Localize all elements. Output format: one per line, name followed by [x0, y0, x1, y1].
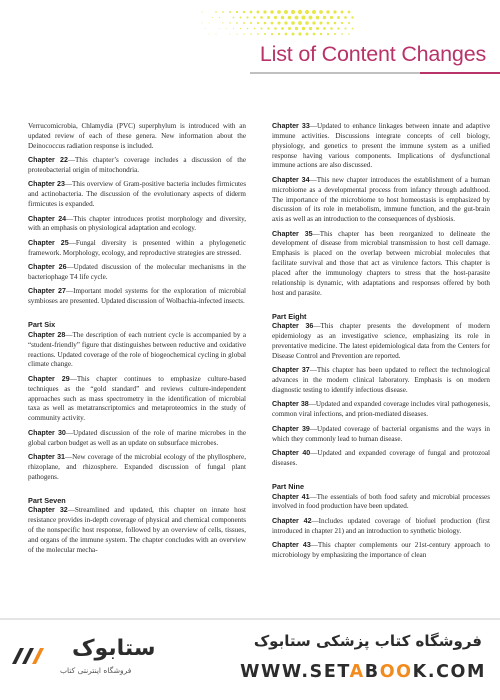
decor-dot: [295, 27, 298, 30]
chapter-description: Updated coverage of bacterial organisms and the ways in which they commonly lead to human disease.: [272, 424, 490, 443]
decor-dot: [264, 33, 266, 35]
chapter-description: Updated discussion of the molecular mechanisms in the bacteriophage T4 life cycle.: [28, 263, 246, 281]
chapter-entry: Chapter 25—Fungal diversity is presented within a phylogenetic framework. Morphology, ecology, and reproductive strategies are stressed.: [28, 238, 246, 257]
decor-dot: [260, 16, 263, 19]
decor-dot: [222, 22, 223, 23]
chapter-description: Includes updated coverage of biofuel production (first introduced in chapter 21) and an introduction to synthetic biology.: [272, 516, 490, 535]
logo-subtitle: فروشگاه اینترنتی کتاب: [60, 666, 132, 675]
chapter-label: Chapter 35: [272, 229, 313, 238]
decor-dot: [212, 17, 213, 18]
decor-dot: [316, 27, 319, 30]
decor-dot: [277, 10, 281, 14]
chapter-description: New coverage of the microbial ecology of the phyllosphere, rhizoplane, and rhizosphere. Expanded discussion of fungal plant pathogens.: [28, 452, 246, 481]
chapter-label: Chapter 43: [272, 541, 311, 550]
decor-dot: [236, 22, 238, 24]
decor-dot: [337, 27, 339, 29]
decor-dot: [274, 27, 277, 30]
decor-dot: [348, 22, 350, 24]
chapter-description: Verrucomicrobia, Chlamydia (PVC) superphylum is introduced with an updated review of each of these genera. New information about the Deinococcus radiation response is included.: [28, 122, 246, 150]
decor-dot: [312, 10, 316, 14]
chapter-entry: Chapter 39—Updated coverage of bacterial organisms and the ways in which they commonly lead to human disease.: [272, 424, 490, 443]
decor-dot: [352, 28, 354, 30]
chapter-entry: Chapter 36—This chapter presents the development of modern epidemiology as an investigative science, emphasizing its role in preventative medicine. The latest epidemiological data from the Centers for Disease Control and Prevention are reported.: [272, 322, 490, 360]
decor-dot: [305, 21, 309, 25]
decor-dot: [247, 28, 249, 30]
url-part: K.COM: [412, 662, 486, 682]
decor-dot: [319, 21, 322, 24]
decor-dot: [288, 16, 292, 20]
chapter-label: Chapter 28: [28, 330, 66, 339]
left-column: [28, 122, 246, 560]
decor-dot: [222, 11, 224, 13]
chapter-label: Chapter 24: [28, 214, 67, 223]
chapter-description: The description of each nutrient cycle is accompanied by a “student-friendly” figure that distinguishes between reductive and oxidative reactions. Updated coverage of the role of biogeochemical cycling in global climate change.: [28, 330, 246, 369]
chapter-description: This chapter continues to emphasize culture-based techniques as the “gold standard” and reviews culture-independent approaches such as mass spectrometry in the identification of microbial taxa as well as metatranscriptomics and metaproteomics in the study of community activity.: [28, 374, 246, 423]
decor-dot: [202, 23, 203, 24]
decor-dot: [330, 16, 333, 19]
decor-dot: [205, 28, 206, 29]
decor-dot: [254, 28, 256, 30]
decor-dot: [201, 11, 202, 12]
decor-dot: [298, 32, 301, 35]
decor-dot: [334, 22, 337, 25]
url-part-accent: OO: [379, 662, 413, 682]
chapter-description: Important model systems for the exploration of microbial symbioses are presented. Updated discussion of Wolbachia-infected insects.: [28, 287, 246, 306]
decor-dot: [348, 33, 350, 35]
decor-dot: [301, 15, 305, 19]
decor-dot: [250, 33, 252, 35]
decor-dot: [334, 33, 336, 35]
decor-dot: [348, 11, 351, 14]
chapter-description: This chapter has been updated to reflect the technological advances in the modern clinical laboratory. Emphasis is on modern diagnostic testing to identify infectious disease.: [272, 366, 490, 395]
decor-dot: [292, 33, 295, 36]
decor-dot: [230, 34, 231, 35]
store-banner: [0, 618, 500, 700]
decor-dot: [240, 17, 242, 19]
chapter-label: Chapter 22: [28, 156, 68, 165]
chapter-description: This chapter has been reorganized to delineate the development of disease from microbial transmission to host cell damage. Emphasis is placed on the overlap between microbial molecules that facilitate survival and those that act as virulence factors. This chapter is placed after the immunology chapters to stress that the host-parasite relationship is dynamic, with adaptations and responses offered by both host and parasite.: [272, 229, 490, 297]
url-part: WWW.SET: [240, 662, 350, 682]
chapter-label: Chapter 31: [28, 452, 65, 461]
decor-dot: [229, 22, 230, 23]
chapter-label: Chapter 26: [28, 263, 67, 272]
decor-dot: [257, 33, 259, 35]
decor-dot: [284, 10, 288, 14]
chapter-entry: Chapter 41—The essentials of both food safety and microbial processes involved in food production have been updated.: [272, 492, 490, 511]
decor-dot: [274, 16, 277, 19]
chapter-label: Chapter 29: [28, 374, 70, 383]
chapter-label: Chapter 36: [272, 322, 314, 331]
decor-dot: [219, 28, 220, 29]
store-name[interactable]: فروشگاه کتاب پزشکی ستابوک: [253, 632, 482, 650]
chapter-description: Updated discussion of the role of marine microbes in the global carbon budget as well as an update on subsurface microbes.: [28, 428, 246, 447]
decor-dot: [344, 27, 346, 29]
chapter-label: Chapter 39: [272, 424, 310, 433]
decor-dot: [341, 33, 343, 35]
chapter-label: Chapter 32: [28, 506, 68, 515]
chapter-entry: Chapter 40—Updated and expanded coverage of fungal and protozoal diseases.: [272, 449, 490, 467]
decor-dot: [309, 16, 313, 20]
chapter-entry: Chapter 26—Updated discussion of the molecular mechanisms in the bacteriophage T4 life cycle.: [28, 263, 246, 281]
decor-dot: [236, 11, 238, 13]
page-header: [0, 0, 500, 108]
decor-dot: [285, 33, 288, 36]
decor-dot: [219, 17, 220, 18]
chapter-description: The essentials of both food safety and microbial processes involved in food production have been updated.: [272, 492, 490, 511]
decor-dot: [351, 16, 353, 18]
decor-dot: [257, 22, 259, 24]
chapter-description: Streamlined and updated, this chapter on innate host resistance provides in-depth coverage of physical and chemical components of the nonspecific host response, followed by an overview of cells, tissues, and organs of the immune system. The chapter concludes with an overview of the molecular mecha-: [28, 506, 246, 554]
decor-dot: [305, 10, 309, 14]
decor-dot: [281, 16, 284, 19]
decor-dot: [216, 34, 217, 35]
decor-dot: [257, 11, 260, 14]
decor-dot: [233, 17, 235, 19]
decor-dot: [253, 16, 255, 18]
decor-dot: [333, 10, 336, 13]
chapter-label: Chapter 41: [272, 492, 310, 501]
chapter-entry: Chapter 33—Updated to enhance linkages between innate and adaptive immune activities. Discussions integrate concepts of cell biology, physiology, and genetics to present the immune system as a unified response having various components. Implications of dysfunctional immune actions are also discussed.: [272, 122, 490, 170]
decor-dot: [309, 27, 312, 30]
right-column: [272, 122, 490, 565]
decor-dot: [326, 10, 329, 13]
chapter-label: Chapter 30: [28, 428, 66, 437]
chapter-entry: [28, 122, 246, 152]
decor-dot: [298, 10, 302, 14]
decor-dot: [306, 33, 309, 36]
decor-dot: [323, 16, 326, 19]
decor-dot: [337, 16, 340, 19]
decor-dot: [320, 33, 322, 35]
decor-dot: [288, 27, 291, 30]
chapter-description: Updated and expanded coverage includes viral pathogenesis, common viral infections, and prion-mediated diseases.: [272, 400, 491, 419]
chapter-entry: Chapter 24—This chapter introduces protist morphology and diversity, with an emphasis on physiological adaptation and ecology.: [28, 214, 246, 233]
decor-dot: [240, 28, 241, 29]
decor-dot: [229, 11, 231, 13]
decor-dot: [246, 16, 248, 18]
chapter-entry: Chapter 35—This chapter has been reorganized to delineate the development of disease from microbial transmission to host cell damage. Emphasis is placed on the overlap between microbial molecules that facilitate survival and those that act as virulence factors. This chapter is placed after the immunology chapters to stress that the host-parasite relationship is dynamic, with adaptations and responses offered by both host and parasite.: [272, 229, 490, 297]
decor-dot: [344, 16, 347, 19]
decor-dot: [291, 10, 295, 14]
decor-dot: [236, 33, 237, 34]
chapter-description: This chapter complements our 21st-century approach to microbiology by emphasizing the importance of clean: [272, 541, 490, 559]
chapter-label: Chapter 33: [272, 122, 310, 130]
title-rule-accent: [420, 72, 500, 74]
chapter-entry: Chapter 23—This overview of Gram-positive bacteria includes firmicutes and actinobacteria. The discussion of the evolutionary aspects of diderm firmicutes is expanded.: [28, 180, 246, 209]
decor-dot: [243, 33, 244, 34]
decor-dot: [295, 16, 299, 20]
decor-dot: [341, 11, 344, 14]
chapter-entry: Chapter 29—This chapter continues to emphasize culture-based techniques as the “gold standard” and reviews culture-independent approaches such as mass spectrometry in the identification of microbial taxa as well as metatranscriptomics and metaproteomics in the study of community activity.: [28, 374, 246, 423]
decor-dot: [233, 28, 234, 29]
decorative-dots: [196, 8, 356, 38]
decor-dot: [271, 33, 273, 35]
chapter-label: Chapter 42: [272, 516, 312, 525]
chapter-description: Fungal diversity is presented within a phylogenetic framework. Morphology, ecology, and reproductive strategies are stressed.: [28, 238, 246, 257]
decor-dot: [302, 27, 306, 31]
decor-dot: [284, 21, 287, 24]
decor-dot: [298, 21, 302, 25]
decor-dot: [260, 27, 262, 29]
part-heading: Part Nine: [272, 481, 305, 491]
chapter-label: Chapter 34: [272, 175, 310, 184]
chapter-description: Updated to enhance linkages between innate and adaptive immune activities. Discussions integrate concepts of cell biology, physiology, and genetics to present the immune system as a unified response having various components. Implications of dysfunctional immune actions are also discussed.: [272, 122, 490, 170]
decor-dot: [323, 27, 326, 30]
chapter-entry: Chapter 38—Updated and expanded coverage includes viral pathogenesis, common viral infections, and prion-mediated diseases.: [272, 400, 491, 419]
part-heading: Part Seven: [28, 495, 66, 505]
decor-dot: [319, 10, 323, 14]
decor-dot: [267, 27, 269, 29]
decor-dot: [312, 21, 315, 24]
decor-dot: [327, 22, 330, 25]
decor-dot: [270, 10, 273, 13]
chapter-label: Chapter 37: [272, 366, 310, 375]
chapter-description: Updated and expanded coverage of fungal and protozoal diseases.: [272, 449, 490, 467]
chapter-label: Chapter 23: [28, 180, 65, 189]
decor-dot: [209, 23, 210, 24]
part-heading: Part Six: [28, 320, 56, 330]
decor-dot: [209, 34, 210, 35]
decor-dot: [291, 21, 295, 25]
banner-divider: [0, 618, 500, 620]
chapter-label: Chapter 25: [28, 238, 69, 247]
decor-dot: [316, 16, 320, 20]
chapter-description: This chapter presents the development of modern epidemiology as an investigative science, emphasizing its role in preventative medicine. The latest epidemiological data from the Centers for Disease Control and Prevention are reported.: [272, 322, 490, 360]
decor-dot: [226, 28, 227, 29]
decor-dot: [313, 33, 316, 36]
decor-dot: [263, 10, 266, 13]
chapter-entry: Chapter 37—This chapter has been updated to reflect the technological advances in the modern clinical laboratory. Emphasis is on modern diagnostic testing to identify infectious disease.: [272, 366, 490, 395]
logo-text: ستابوک: [72, 636, 156, 661]
part-heading: Part Eight: [272, 311, 307, 321]
url-part: B: [364, 662, 380, 682]
chapter-description: This chapter’s coverage includes a discussion of the proteobacterial origin of mitochondria.: [28, 156, 246, 174]
decor-dot: [250, 11, 253, 14]
chapter-entry: Chapter 34—This new chapter introduces the establishment of a human microbiome as a developmental process from infancy through adulthood. The importance of the microbiome to host homeostasis is emphasized by discussion of its role in metabolism, immune function, and the gut-brain axis as well as an introduction to the consequences of dysbiosis.: [272, 175, 490, 224]
decor-dot: [278, 33, 280, 35]
decor-dot: [281, 27, 284, 30]
chapter-label: Chapter 40: [272, 449, 311, 458]
chapter-entry: Chapter 31—New coverage of the microbial ecology of the phyllosphere, rhizoplane, and rhizosphere. Expanded discussion of fungal plant pathogens.: [28, 452, 246, 481]
chapter-entry: Chapter 30—Updated discussion of the role of marine microbes in the global carbon budget as well as an update on subsurface microbes.: [28, 428, 246, 447]
chapter-entry: Chapter 28—The description of each nutrient cycle is accompanied by a “student-friendly” figure that distinguishes between reductive and oxidative reactions. Updated coverage of the role of biogeochemical cycling in global climate change.: [28, 330, 246, 369]
chapter-entry: Chapter 27—Important model systems for the exploration of microbial symbioses are presented. Updated discussion of Wolbachia-infected insects.: [28, 287, 246, 306]
chapter-label: Chapter 38: [272, 400, 309, 409]
decor-dot: [264, 22, 267, 25]
decor-dot: [330, 27, 333, 30]
chapter-description: This new chapter introduces the establishment of a human microbiome as a developmental process from infancy through adulthood. The importance of the microbiome to host homeostasis is emphasized by discussion of its role in metabolism, immune function, and the gut-brain axis as well as an introduction to the consequences of dysbiosis.: [272, 175, 490, 224]
chapter-entry: Chapter 22—This chapter’s coverage includes a discussion of the proteobacterial origin of mitochondria.: [28, 156, 246, 174]
decor-dot: [267, 16, 270, 19]
setabook-logo-icon: [8, 634, 68, 676]
decor-dot: [277, 21, 280, 24]
decor-dot: [215, 11, 217, 13]
decor-dot: [250, 22, 252, 24]
url-part-accent: A: [349, 662, 365, 682]
store-url[interactable]: [240, 662, 486, 682]
chapter-description: This chapter introduces protist morphology and diversity, with an emphasis on physiological adaptation and ecology.: [28, 214, 246, 233]
chapter-entry: Chapter 43—This chapter complements our 21st-century approach to microbiology by emphasizing the importance of clean: [272, 541, 490, 559]
chapter-label: Chapter 27: [28, 287, 66, 296]
decor-dot: [271, 22, 274, 25]
decor-dot: [341, 22, 343, 24]
page-title: List of Content Changes: [259, 42, 486, 66]
chapter-entry: Chapter 42—Includes updated coverage of biofuel production (first introduced in chapter 21) and an introduction to synthetic biology.: [272, 516, 490, 535]
chapter-description: This overview of Gram-positive bacteria includes firmicutes and actinobacteria. The discussion of the evolutionary aspects of diderm firmicutes is expanded.: [28, 180, 246, 209]
chapter-entry: Chapter 32—Streamlined and updated, this chapter on innate host resistance provides in-depth coverage of physical and chemical components of the nonspecific host response, followed by an overview of cells, tissues, and organs of the immune system. The chapter concludes with an overview of the molecular mecha-: [28, 506, 246, 554]
decor-dot: [327, 33, 329, 35]
decor-dot: [243, 22, 245, 24]
decor-dot: [243, 11, 245, 13]
